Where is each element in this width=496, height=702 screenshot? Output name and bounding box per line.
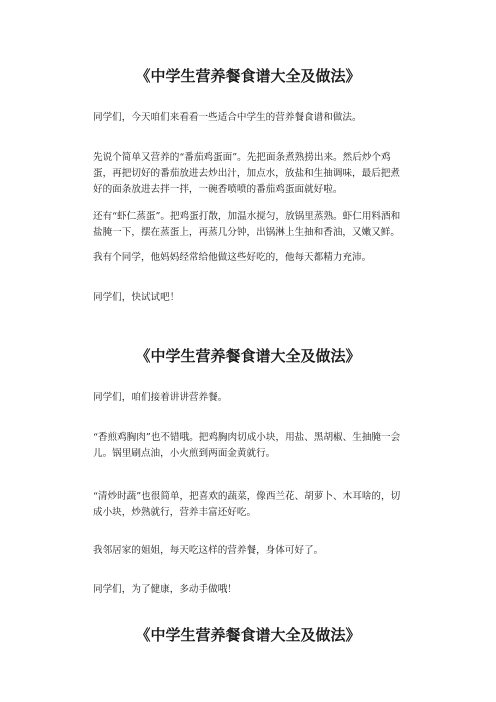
paragraph: “清炒时蔬”也很简单，把喜欢的蔬菜，像西兰花、胡萝卜、木耳啥的，切成小块，炒熟就行，营养丰富还好吃。 bbox=[93, 491, 401, 518]
paragraph: “香煎鸡胸肉”也不错哦。把鸡胸肉切成小块，用盐、黑胡椒、生抽腌一会儿。锅里刷点油，小火煎到两面金黄就行。 bbox=[93, 432, 401, 459]
paragraph: 同学们，为了健康，多动手做哦！ bbox=[93, 584, 237, 595]
section-title: 《中学生营养餐食谱大全及做法》 bbox=[135, 347, 361, 365]
paragraph: 同学们，今天咱们来看看一些适合中学生的营养餐食谱和做法。 bbox=[93, 112, 362, 123]
paragraph: 还有“虾仁蒸蛋”。把鸡蛋打散，加温水搅匀，放锅里蒸熟。虾仁用料酒和盐腌一下，摆在蒸蛋上，再蒸几分钟，出锅淋上生抽和香油，又嫩又鲜。 bbox=[93, 211, 401, 238]
section-title: 《中学生营养餐食谱大全及做法》 bbox=[135, 626, 361, 644]
paragraph: 先说个简单又营养的“番茄鸡蛋面”。先把面条煮熟捞出来。然后炒个鸡蛋，再把切好的番茄放进去炒出汁，加点水，放盐和生抽调味，最后把煮好的面条放进去拌一拌，一碗香喷喷的番茄鸡蛋面就好啦。 bbox=[93, 152, 400, 195]
paragraph: 我邻居家的姐姐，每天吃这样的营养餐，身体可好了。 bbox=[93, 545, 324, 556]
paragraph: 同学们，快试试吧！ bbox=[93, 292, 180, 303]
paragraph: 我有个同学，他妈妈经常给他做这些好吃的，他每天都精力充沛。 bbox=[93, 252, 372, 263]
section-title: 《中学生营养餐食谱大全及做法》 bbox=[135, 67, 361, 85]
paragraph: 同学们，咱们接着讲讲营养餐。 bbox=[93, 392, 228, 403]
